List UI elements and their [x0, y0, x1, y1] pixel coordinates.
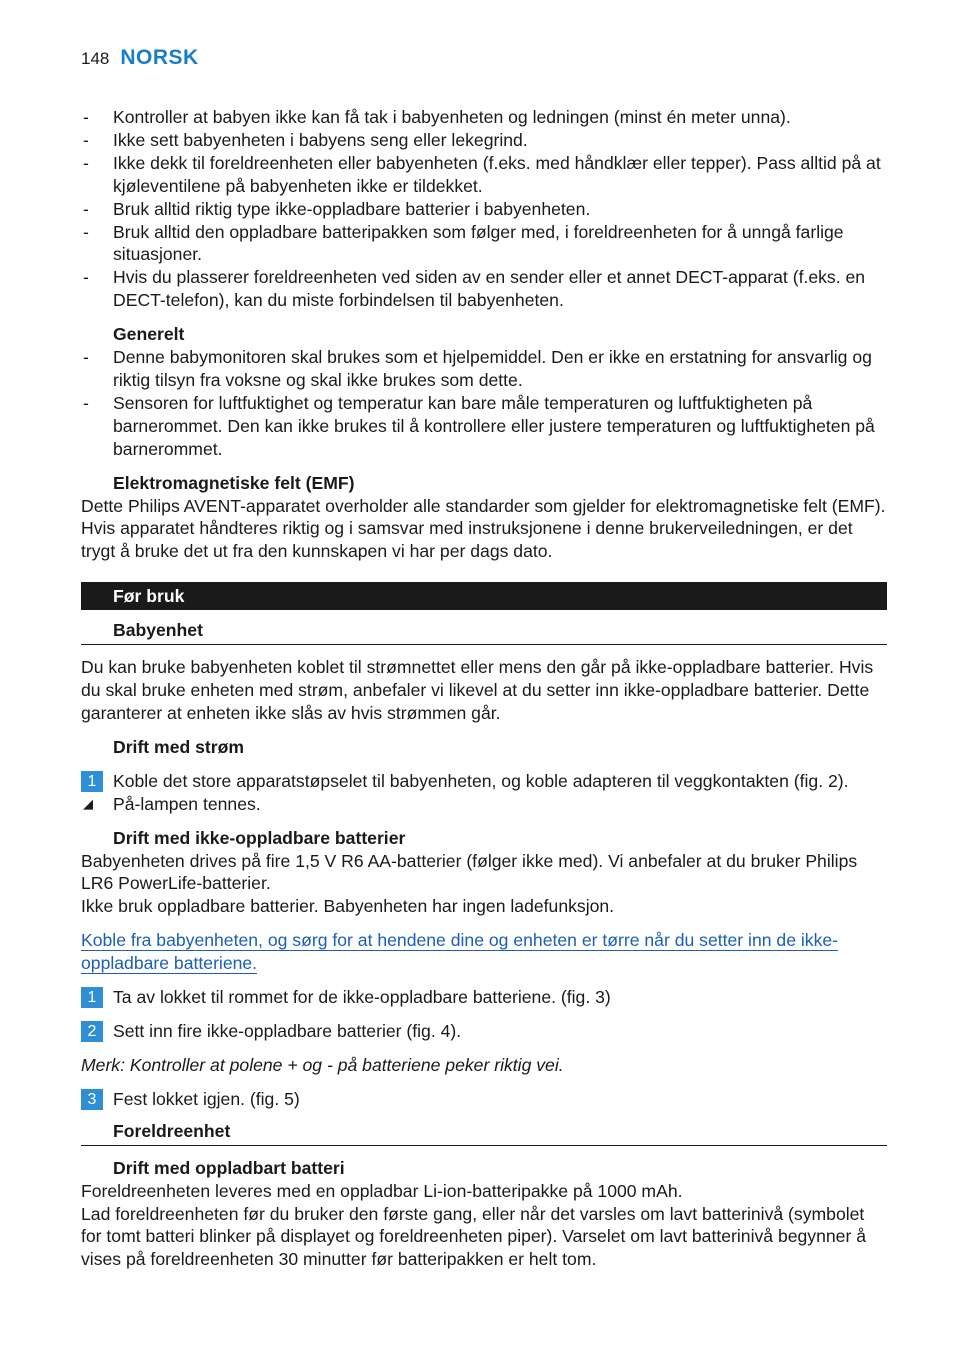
list-item: - Ikke dekk til foreldreenheten eller babyenheten (f.eks. med håndklær eller tepper). Pass alltid på at kjøleventilene på babyenheten ikke er tildekket.	[83, 152, 881, 196]
page-content	[81, 106, 887, 1271]
rechargeable-text: Foreldreenheten leveres med en oppladbar Li-ion-batteripakke på 1000 mAh.	[81, 1180, 683, 1201]
caution-text: Koble fra babyenheten, og sørg for at hendene dine og enheten er tørre når du setter inn de ikke-oppladbare batteriene.	[81, 930, 839, 974]
step-text: Fest lokket igjen. (fig. 5)	[113, 1088, 300, 1109]
step-number: 3	[81, 1089, 103, 1110]
step-text: Ta av lokket til rommet for de ikke-oppladbare batteriene. (fig. 3)	[113, 987, 611, 1008]
generelt-list	[81, 346, 887, 461]
result-text: På-lampen tennes.	[113, 793, 261, 814]
power-result	[81, 793, 887, 816]
step-number: 2	[81, 1021, 103, 1042]
step-number: 1	[81, 771, 103, 792]
list-item: - Ikke sett babyenheten i babyens seng eller lekegrind.	[83, 129, 528, 150]
battery-text: Babyenheten drives på fire 1,5 V R6 AA-batterier (følger ikke med). Vi anbefaler at du bruker Philips LR6 PowerLife-batterier.	[81, 850, 858, 894]
result-arrow-icon: ◢	[83, 795, 93, 811]
step-text: Koble det store apparatstøpselet til babyenheten, og koble adapteren til veggkontakten (fig. 2).	[113, 770, 849, 791]
power-heading: Drift med strøm	[113, 736, 244, 757]
language-heading: NORSK	[120, 46, 199, 69]
rechargeable-heading: Drift med oppladbart batteri	[113, 1157, 345, 1178]
list-item: - Kontroller at babyen ikke kan få tak i babyenheten og ledningen (minst én meter unna).	[83, 107, 791, 127]
section-banner-for-bruk: Før bruk	[81, 582, 887, 610]
babyenhet-intro: Du kan bruke babyenheten koblet til strømnettet eller mens den går på ikke-oppladbare batterier. Hvis du skal bruke enheten med strøm, anbefaler vi likevel at du setter inn ikke-oppladbare batterier. Dette garanterer at enheten ikke slås av hvis strømmen går.	[81, 657, 874, 724]
page-header	[81, 46, 199, 70]
rechargeable-text-2: Lad foreldreenheten før du bruker den første gang, eller når det varsles om lavt batterinivå (symbolet for tomt batteri blinker på displayet og foreldreenheten piper). Varselet om lavt batterinivå begynner å vises på foreldreenheten 30 minutter før batteripakken er helt tom.	[81, 1203, 866, 1270]
power-step	[81, 770, 887, 793]
babyenhet-title: Babyenhet	[81, 617, 887, 645]
emf-heading: Elektromagnetiske felt (EMF)	[113, 472, 355, 493]
list-item: - Bruk alltid den oppladbare batteripakken som følger med, i foreldreenheten for å unngå farlige situasjoner.	[83, 221, 844, 265]
battery-step-3	[81, 1088, 887, 1111]
note-text: Merk: Kontroller at polene + og - på batteriene peker riktig vei.	[81, 1054, 564, 1075]
step-number: 1	[81, 987, 103, 1008]
battery-heading: Drift med ikke-oppladbare batterier	[113, 827, 406, 848]
list-item: - Denne babymonitoren skal brukes som et hjelpemiddel. Den er ikke en erstatning for ansvarlig og riktig tilsyn fra voksne og skal ikke brukes som dette.	[83, 347, 872, 390]
battery-text-2: Ikke bruk oppladbare batterier. Babyenheten har ingen ladefunksjon.	[81, 896, 615, 917]
generelt-heading: Generelt	[113, 324, 185, 345]
list-item: - Sensoren for luftfuktighet og temperatur kan bare måle temperaturen og luftfuktigheten på barnerommet. Den kan ikke brukes til å kontrollere eller justere temperaturen og luftfuktigheten på barnerommet.	[83, 392, 875, 459]
battery-step-2	[81, 1020, 887, 1043]
list-item: - Bruk alltid riktig type ikke-oppladbare batterier i babyenheten.	[83, 198, 591, 219]
emf-text: Dette Philips AVENT-apparatet overholder alle standarder som gjelder for elektromagnetiske felt (EMF). Hvis apparatet håndteres riktig og i samsvar med instruksjonene i denne brukerveiledningen, er det trygt å bruke det ut fra den kunnskapen vi har per dags dato.	[81, 495, 886, 562]
safety-list	[81, 106, 887, 312]
battery-step-1	[81, 986, 887, 1009]
page-number: 148	[81, 49, 110, 68]
list-item: - Hvis du plasserer foreldreenheten ved siden av en sender eller et annet DECT-apparat (f.eks. en DECT-telefon), kan du miste forbindelsen til babyenheten.	[83, 267, 866, 311]
step-text: Sett inn fire ikke-oppladbare batterier (fig. 4).	[113, 1021, 462, 1041]
foreldreenhet-title: Foreldreenhet	[81, 1118, 887, 1146]
